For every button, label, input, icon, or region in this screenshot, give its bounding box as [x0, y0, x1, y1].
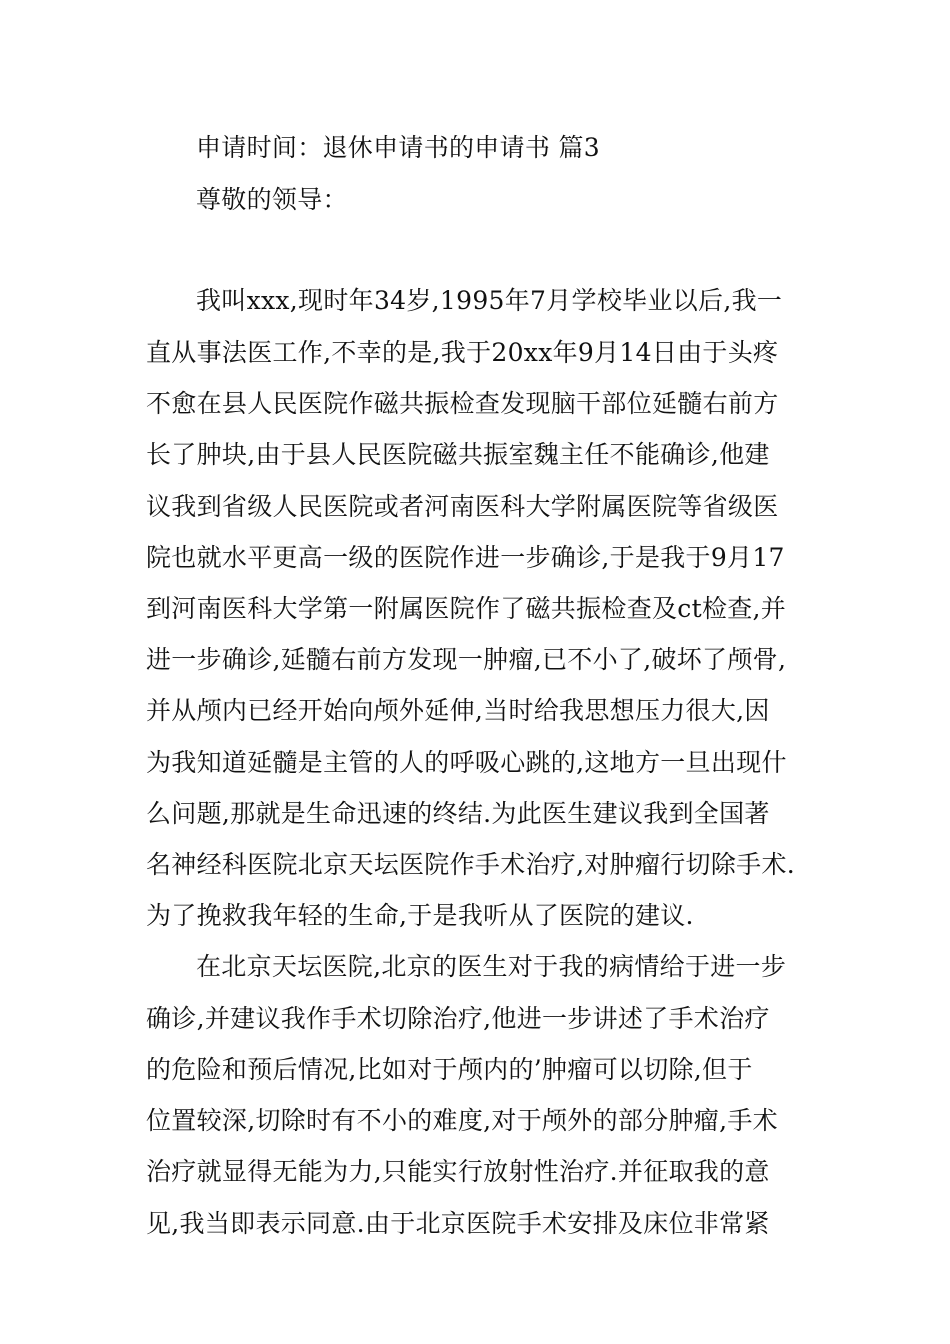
paragraph-line: 长了肿块,由于县人民医院磁共振室魏主任不能确诊,他建: [146, 440, 770, 469]
paragraph-line: 见,我当即表示同意.由于北京医院手术安排及床位非常紧: [146, 1209, 770, 1238]
paragraph-line: 的危险和预后情况,比如对于颅内的’肿瘤可以切除,但于: [146, 1055, 753, 1084]
paragraph-line: 为我知道延髓是主管的人的呼吸心跳的,这地方一旦出现什: [146, 748, 787, 777]
paragraph-line: 院也就水平更高一级的医院作进一步确诊,于是我于9月17: [146, 543, 785, 572]
salutation: 尊敬的领导：: [196, 185, 348, 214]
paragraph-line: 为了挽救我年轻的生命,于是我听从了医院的建议.: [146, 901, 694, 930]
header-line: 申请时间：退休申请书的申请书 篇3: [196, 133, 600, 162]
paragraph-line: 直从事法医工作,不幸的是,我于20xx年9月14日由于头疼: [146, 338, 779, 367]
paragraph-line: 不愈在县人民医院作磁共振检查发现脑干部位延髓右前方: [146, 389, 779, 418]
paragraph-line: 并从颅内已经开始向颅外延伸,当时给我思想压力很大,因: [146, 696, 770, 725]
paragraph-line: 议我到省级人民医院或者河南医科大学附属医院等省级医: [146, 492, 779, 521]
paragraph-line: 么问题,那就是生命迅速的终结.为此医生建议我到全国著: [146, 799, 770, 828]
paragraph-line: 进一步确诊,延髓右前方发现一肿瘤,已不小了,破坏了颅骨,: [146, 645, 787, 674]
paragraph-line: 名神经科医院北京天坛医院作手术治疗,对肿瘤行切除手术.: [146, 850, 795, 879]
paragraph-line: 在北京天坛医院,北京的医生对于我的病情给于进一步: [196, 952, 787, 981]
paragraph-line: 我叫xxx,现时年34岁,1995年7月学校毕业以后,我一: [196, 286, 783, 315]
paragraph-line: 确诊,并建议我作手术切除治疗,他进一步讲述了手术治疗: [146, 1004, 770, 1033]
paragraph-line: 到河南医科大学第一附属医院作了磁共振检查及ct检查,并: [146, 594, 787, 623]
paragraph-line: 治疗就显得无能为力,只能实行放射性治疗.并征取我的意: [146, 1157, 770, 1186]
paragraph-line: 位置较深,切除时有不小的难度,对于颅外的部分肿瘤,手术: [146, 1106, 778, 1135]
